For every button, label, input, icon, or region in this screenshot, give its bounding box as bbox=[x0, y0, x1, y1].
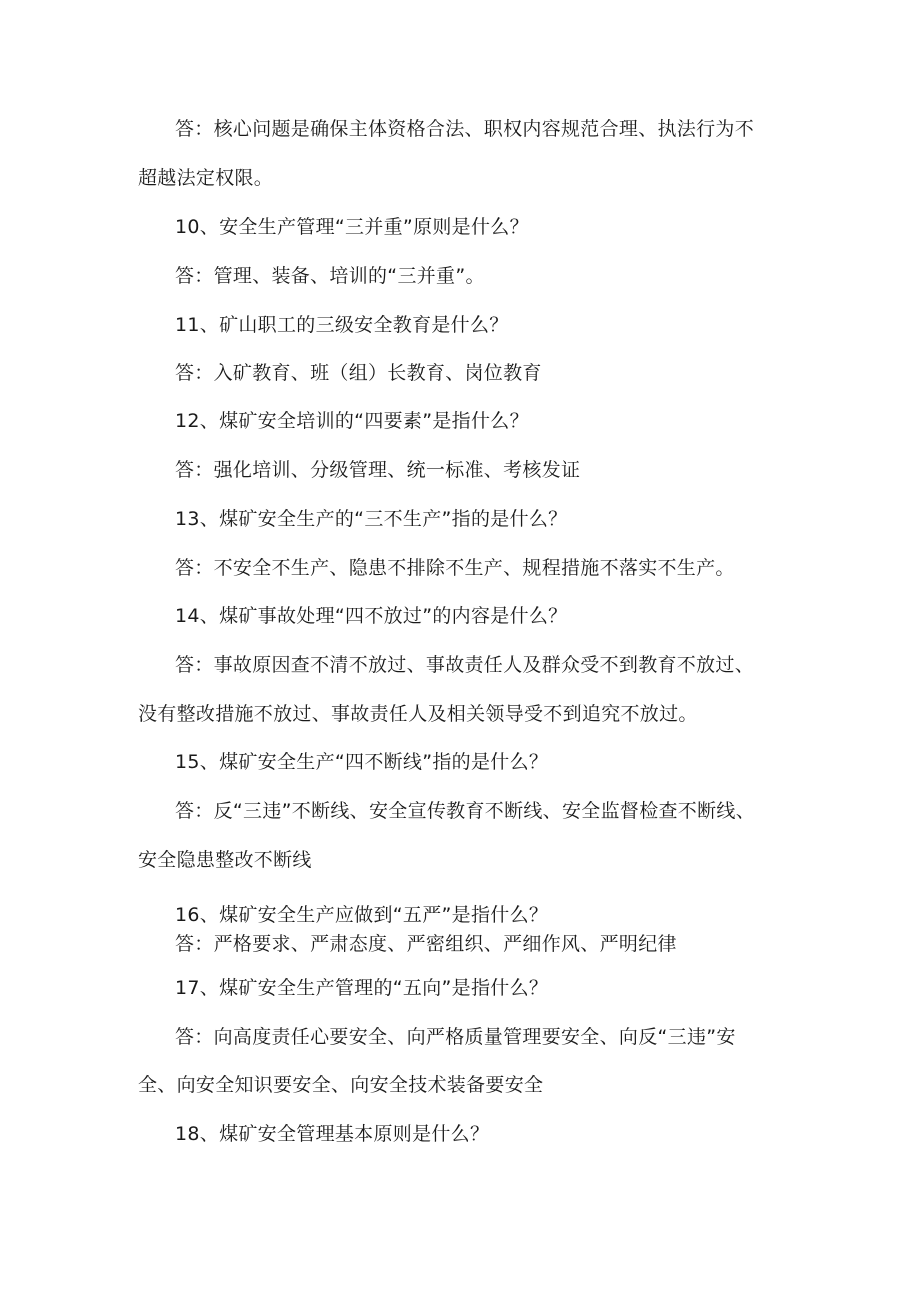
question-12: 12、煤矿安全培训的“四要素”是指什么？ bbox=[175, 410, 529, 432]
question-18: 18、煤矿安全管理基本原则是什么？ bbox=[175, 1123, 490, 1145]
question-16: 16、煤矿安全生产应做到“五严”是指什么？ bbox=[175, 904, 549, 926]
answer-17-continuation: 全、向安全知识要安全、向安全技术装备要安全 bbox=[138, 1074, 544, 1096]
answer-12: 答：强化培训、分级管理、统一标准、考核发证 bbox=[175, 459, 581, 481]
answer-15: 答：反“三违”不断线、安全宣传教育不断线、安全监督检查不断线、 bbox=[175, 800, 755, 822]
answer-15-continuation: 安全隐患整改不断线 bbox=[138, 849, 312, 871]
answer-14: 答：事故原因查不清不放过、事故责任人及群众受不到教育不放过、 bbox=[175, 654, 755, 676]
answer-continuation: 超越法定权限。 bbox=[138, 167, 274, 189]
answer-14-continuation: 没有整改措施不放过、事故责任人及相关领导受不到追究不放过。 bbox=[138, 703, 698, 725]
question-14: 14、煤矿事故处理“四不放过”的内容是什么？ bbox=[175, 605, 568, 627]
question-17: 17、煤矿安全生产管理的“五向”是指什么？ bbox=[175, 977, 549, 999]
question-10: 10、安全生产管理“三并重”原则是什么？ bbox=[175, 216, 529, 238]
answer-17: 答：向高度责任心要安全、向严格质量管理要安全、向反“三违”安 bbox=[175, 1026, 736, 1048]
question-11: 11、矿山职工的三级安全教育是什么？ bbox=[175, 314, 509, 336]
answer-line: 答：核心问题是确保主体资格合法、职权内容规范合理、执法行为不 bbox=[175, 118, 755, 140]
answer-16: 答：严格要求、严肃态度、严密组织、严细作风、严明纪律 bbox=[175, 933, 677, 955]
question-13: 13、煤矿安全生产的“三不生产”指的是什么？ bbox=[175, 508, 568, 530]
question-15: 15、煤矿安全生产“四不断线”指的是什么？ bbox=[175, 751, 549, 773]
answer-11: 答：入矿教育、班（组）长教育、岗位教育 bbox=[175, 362, 542, 384]
answer-10: 答：管理、装备、培训的“三并重”。 bbox=[175, 265, 485, 287]
answer-13: 答：不安全不生产、隐患不排除不生产、规程措施不落实不生产。 bbox=[175, 557, 735, 579]
